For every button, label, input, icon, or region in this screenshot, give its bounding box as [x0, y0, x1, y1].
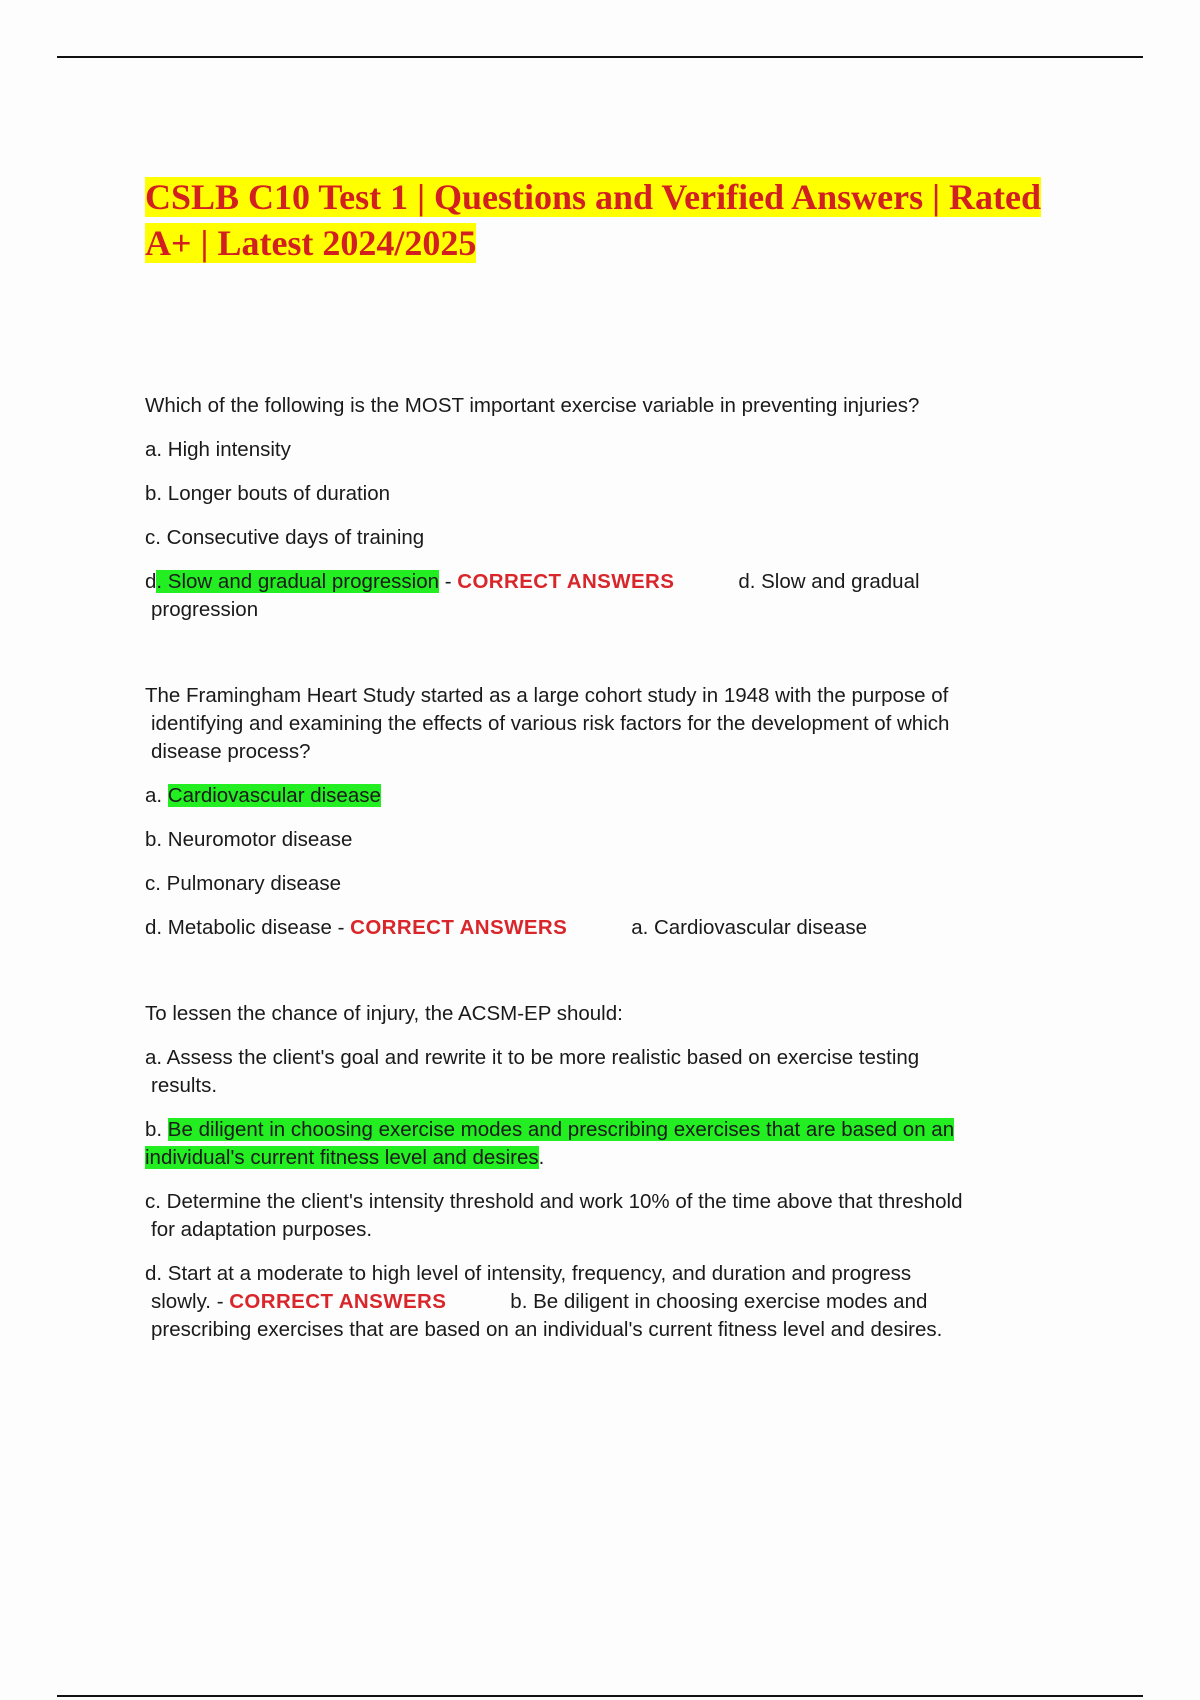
question-2 — [145, 682, 1075, 942]
option-d-line: d. Start at a moderate to high level of intensity, frequency, and duration and progress — [145, 1262, 912, 1285]
answer-continuation: progression — [151, 598, 259, 621]
correct-answers-label: CORRECT ANSWERS — [457, 570, 675, 593]
option-a: a. High intensity — [145, 438, 291, 461]
question-stem-line: The Framingham Heart Study started as a large cohort study in 1948 with the purpose of — [145, 684, 949, 707]
option-c: c. Consecutive days of training — [145, 526, 425, 549]
footer-rule — [57, 1695, 1143, 1697]
header-rule — [57, 56, 1143, 58]
separator: - — [211, 1290, 230, 1313]
question-1 — [145, 392, 1075, 624]
option-d-with-answer — [145, 568, 1075, 596]
question-3 — [145, 1000, 1075, 1344]
option-b-prefix: b. — [145, 1118, 168, 1141]
option-c — [145, 1188, 1075, 1244]
option-a-line: a. Assess the client's goal and rewrite it to be more realistic based on exercise testing — [145, 1046, 920, 1069]
option-c-line: c. Determine the client's intensity threshold and work 10% of the time above that threshold — [145, 1190, 963, 1213]
highlighted-correct-option: individual's current fitness level and desires — [145, 1146, 539, 1169]
option-b — [145, 1116, 1075, 1172]
question-stem — [145, 682, 1075, 766]
option-d-text: d. Metabolic disease — [145, 916, 332, 939]
question-stem: Which of the following is the MOST important exercise variable in preventing injuries? — [145, 394, 920, 417]
answer-continuation: prescribing exercises that are based on an individual's current fitness level and desires. — [151, 1318, 943, 1341]
highlighted-correct-option: Cardiovascular disease — [167, 784, 381, 807]
option-c-line: for adaptation purposes. — [151, 1218, 373, 1241]
highlighted-correct-option: . Slow and gradual progression — [156, 570, 440, 593]
option-a-prefix: a. — [145, 784, 168, 807]
document-body — [145, 392, 1075, 1402]
answer-text: a. Cardiovascular disease — [631, 916, 868, 939]
question-stem: To lessen the chance of injury, the ACSM-EP should: — [145, 1002, 623, 1025]
correct-answers-label: CORRECT ANSWERS — [229, 1290, 447, 1313]
option-d-line: slowly. — [151, 1290, 211, 1313]
option-b-end: . — [538, 1146, 545, 1169]
correct-answers-label: CORRECT ANSWERS — [350, 916, 568, 939]
option-a — [145, 1044, 1075, 1100]
document-title: CSLB C10 Test 1 | Questions and Verified Answers | Rated A+ | Latest 2024/2025 — [145, 177, 1041, 263]
option-d-with-answer — [145, 1260, 1075, 1344]
option-b: b. Neuromotor disease — [145, 828, 353, 851]
option-c: c. Pulmonary disease — [145, 872, 341, 895]
answer-text: d. Slow and gradual — [738, 570, 920, 593]
option-a-line: results. — [151, 1074, 218, 1097]
answer-text: b. Be diligent in choosing exercise modes and — [510, 1290, 928, 1313]
highlighted-correct-option: Be diligent in choosing exercise modes and prescribing exercises that are based on an — [167, 1118, 955, 1141]
separator: - — [439, 570, 458, 593]
option-d-prefix: d — [145, 570, 157, 593]
question-stem-line: identifying and examining the effects of various risk factors for the development of which — [151, 712, 950, 735]
option-b: b. Longer bouts of duration — [145, 482, 391, 505]
option-a — [145, 782, 1075, 810]
question-stem-line: disease process? — [151, 740, 311, 763]
option-d-with-answer — [145, 914, 1075, 942]
separator: - — [331, 916, 351, 939]
